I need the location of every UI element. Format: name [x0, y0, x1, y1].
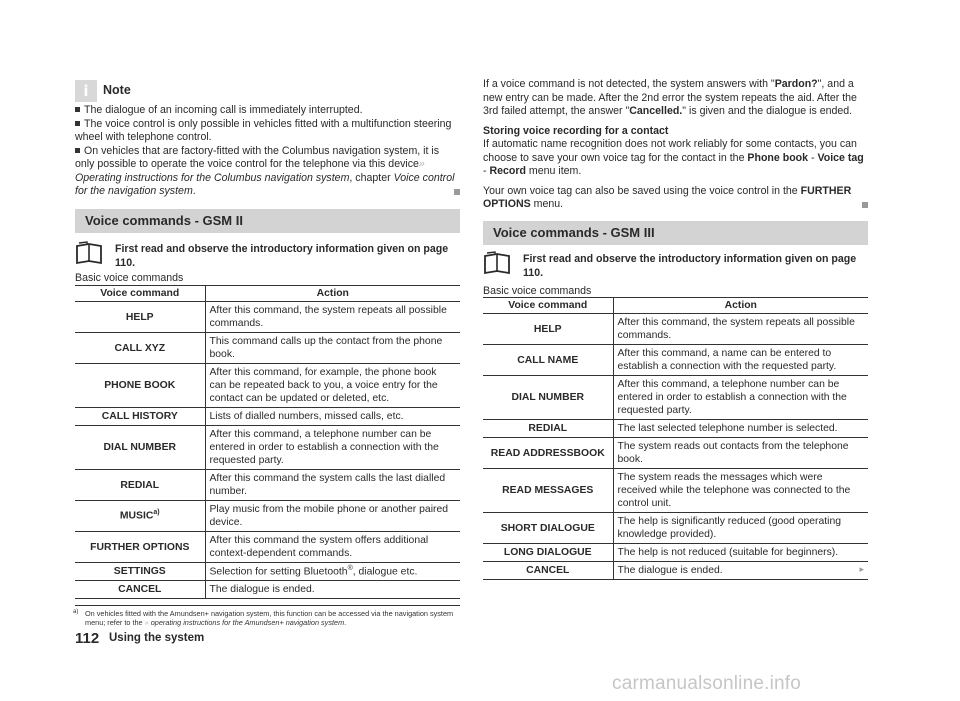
watermark: carmanualsonline.info — [612, 673, 802, 694]
page-number: 112 — [75, 630, 100, 647]
column-header-action: Action — [613, 298, 868, 314]
column-header-command: Voice command — [483, 298, 613, 314]
table-row — [75, 333, 460, 364]
command-cell: CANCEL — [483, 562, 613, 580]
bullet-icon — [75, 148, 80, 153]
right-intro-text — [483, 78, 868, 212]
table-row — [483, 376, 868, 420]
continue-arrow-icon: ▸ — [859, 564, 864, 574]
table-row — [483, 544, 868, 562]
action-cell: Play music from the mobile phone or another paired device. — [205, 501, 460, 532]
read-first-notice: First read and observe the introductory information given on page 110. — [483, 251, 868, 277]
action-cell: The help is significantly reduced (good operating knowledge provided). — [613, 513, 868, 544]
paragraph-further-options: Your own voice tag can also be saved using the voice control in the FURTHER OPTIONS menu. — [483, 185, 868, 212]
table-caption: Basic voice commands — [75, 272, 184, 284]
read-first-notice: First read and observe the introductory information given on page 110. — [75, 241, 460, 267]
voice-commands-table-gsm3 — [483, 297, 868, 580]
command-cell: PHONE BOOK — [75, 364, 205, 408]
paragraph-pardon: If a voice command is not detected, the system answers with "Pardon?", and a new entry can be made. After the 2nd error the system repeats the aid. After the 3rd failed attempt, the answer "Cancelled." is given and the dialogue is ended. — [483, 78, 857, 118]
action-cell: This command calls up the contact from the phone book. — [205, 333, 460, 364]
command-cell: LONG DIALOGUE — [483, 544, 613, 562]
section-end-icon — [454, 189, 460, 195]
table-row — [483, 562, 868, 580]
table-row — [483, 469, 868, 513]
footnote-link[interactable]: operating instructions for the Amundsen+ navigation system — [150, 618, 345, 628]
bullet-icon — [75, 121, 80, 126]
chapter-title: Voice control for the navigation system — [75, 171, 455, 198]
action-cell: The system reads out contacts from the telephone book. — [613, 438, 868, 469]
section-header-gsm2: Voice commands - GSM II — [75, 209, 460, 233]
section-end-icon — [862, 202, 868, 208]
command-cell: SHORT DIALOGUE — [483, 513, 613, 544]
action-cell: The last selected telephone number is selected. — [613, 420, 868, 438]
table-row — [75, 581, 460, 599]
command-cell: DIAL NUMBER — [483, 376, 613, 420]
note-title: Note — [103, 83, 131, 97]
note-bullet: The voice control is only possible in vehicles fitted with a multifunction steering wheel with telephone control. — [75, 117, 452, 144]
page-section-title: Using the system — [109, 632, 205, 644]
command-cell: HELP — [483, 314, 613, 345]
table-caption: Basic voice commands — [483, 285, 592, 297]
table-row — [75, 532, 460, 563]
info-icon: i — [75, 80, 97, 102]
action-cell: Lists of dialled numbers, missed calls, etc. — [205, 408, 460, 426]
action-cell: After this command, a name can be entered to establish a connection with the requested party. — [613, 345, 868, 376]
table-row — [75, 563, 460, 581]
table-row — [75, 470, 460, 501]
footnote-ref: a) — [153, 509, 160, 517]
note-body — [75, 104, 460, 199]
column-header-action: Action — [205, 286, 460, 302]
action-cell: After this command, a telephone number can be entered in order to establish a connection with the requested party. — [613, 376, 868, 420]
command-cell: REDIAL — [483, 420, 613, 438]
table-row — [75, 426, 460, 470]
table-row — [483, 420, 868, 438]
command-cell: CALL HISTORY — [75, 408, 205, 426]
note-bullet: On vehicles that are factory-fitted with the Columbus navigation system, it is only possible to operate the voice control for the telephone via this device» Operating instructions for the Columbus navigation system, chapter Voice control for the navigation system. — [75, 145, 460, 199]
command-cell: READ MESSAGES — [483, 469, 613, 513]
action-cell: After this command the system calls the last dialled number. — [205, 470, 460, 501]
table-header-row — [75, 286, 460, 302]
voice-commands-table-gsm2 — [75, 285, 460, 599]
table-row — [75, 408, 460, 426]
command-cell: CALL NAME — [483, 345, 613, 376]
command-cell: SETTINGS — [75, 563, 205, 581]
table-row — [483, 513, 868, 544]
footnote: a) On vehicles fitted with the Amundsen+ navigation system, this function can be accessed via the navigation system menu; refer to the » operating instructions for the Amundsen+ navigation system. — [75, 605, 460, 628]
column-header-command: Voice command — [75, 286, 205, 302]
command-cell: READ ADDRESSBOOK — [483, 438, 613, 469]
action-cell: The help is not reduced (suitable for beginners). — [613, 544, 868, 562]
note-bullet: The dialogue of an incoming call is immediately interrupted. — [75, 104, 460, 118]
section-header-gsm3: Voice commands - GSM III — [483, 221, 868, 245]
action-cell: After this command, a telephone number can be entered in order to establish a connection with the requested party. — [205, 426, 460, 470]
action-cell: After this command, for example, the phone book can be repeated back to you, a voice entry for the contact can be updated or deleted, etc. — [205, 364, 460, 408]
table-row — [483, 345, 868, 376]
table-header-row — [483, 298, 868, 314]
action-cell: The system reads the messages which were received while the telephone was connected to the control unit. — [613, 469, 868, 513]
open-book-icon — [75, 241, 103, 265]
cross-reference-link[interactable]: Operating instructions for the Columbus navigation system — [75, 171, 350, 184]
table-row — [483, 314, 868, 345]
paragraph-voice-tag: If automatic name recognition does not work reliably for some contacts, you can choose to save your own voice tag for the contact in the Phone book - Voice tag - Record menu item. — [483, 138, 864, 178]
action-cell: After this command, the system repeats all possible commands. — [205, 302, 460, 333]
cross-reference-arrow: » — [418, 158, 425, 171]
bullet-icon — [75, 107, 80, 112]
table-row — [75, 302, 460, 333]
open-book-icon — [483, 251, 511, 275]
command-cell: CALL XYZ — [75, 333, 205, 364]
command-cell: FURTHER OPTIONS — [75, 532, 205, 563]
action-cell: After this command the system offers additional context-dependent commands. — [205, 532, 460, 563]
table-row — [75, 364, 460, 408]
table-row — [75, 501, 460, 532]
subheading-storing-voice: Storing voice recording for a contact — [483, 124, 669, 137]
footnote-mark: a) — [73, 609, 79, 615]
command-cell: MUSIC$^{a)}$ — [75, 501, 205, 532]
cross-reference-arrow: » — [144, 618, 149, 628]
command-cell: DIAL NUMBER — [75, 426, 205, 470]
table-row — [483, 438, 868, 469]
note-header — [75, 80, 460, 102]
action-cell: After this command, the system repeats all possible commands. — [613, 314, 868, 345]
command-cell: REDIAL — [75, 470, 205, 501]
action-cell: Selection for setting Bluetooth®, dialogue etc. — [205, 563, 460, 581]
action-cell: The dialogue is ended. ▸ — [613, 562, 868, 580]
command-cell: CANCEL — [75, 581, 205, 599]
action-cell: The dialogue is ended. — [205, 581, 460, 599]
command-cell: HELP — [75, 302, 205, 333]
